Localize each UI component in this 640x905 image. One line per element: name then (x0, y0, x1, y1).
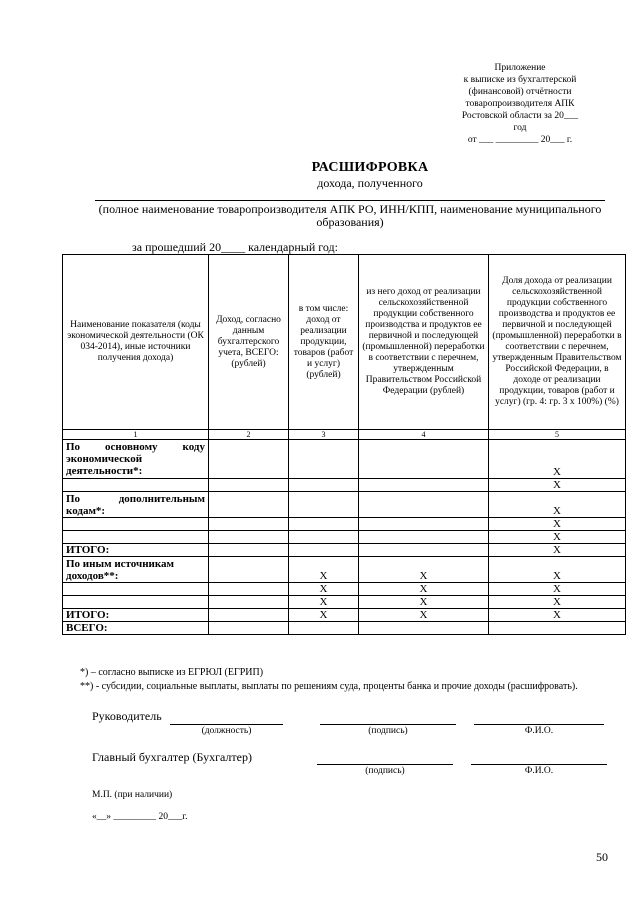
table-row (63, 596, 626, 609)
table-cell[interactable] (63, 479, 209, 492)
table-cell[interactable] (209, 492, 289, 518)
x-mark: Х (359, 557, 489, 583)
column-number-row (63, 430, 626, 440)
table-cell[interactable] (289, 440, 359, 479)
section-other-sources-label: По иным источникам доходов**: (63, 557, 209, 583)
table-cell[interactable] (209, 583, 289, 596)
table-cell[interactable] (209, 596, 289, 609)
table-cell[interactable] (359, 622, 489, 635)
x-mark: Х (489, 479, 626, 492)
table-cell[interactable] (359, 518, 489, 531)
x-mark: Х (489, 518, 626, 531)
header-cell: в том числе: доход от реализации продукции, товаров (работ и услуг) (рублей) (289, 255, 359, 430)
signature-caption: (подпись) (365, 766, 405, 776)
table-cell[interactable] (63, 583, 209, 596)
section-additional-codes-label: По дополнительным кодам*: (63, 492, 209, 518)
table-cell[interactable] (289, 544, 359, 557)
accountant-signature-line[interactable] (317, 764, 453, 765)
table-row (63, 531, 626, 544)
table-cell[interactable] (289, 492, 359, 518)
x-mark: Х (489, 544, 626, 557)
date-field[interactable]: «__» _________ 20___г. (92, 812, 188, 822)
table-cell[interactable] (209, 531, 289, 544)
header-line: к выписке из бухгалтерской (463, 75, 577, 85)
table-row (63, 479, 626, 492)
stamp-note: М.П. (при наличии) (92, 790, 173, 800)
x-mark: Х (359, 596, 489, 609)
fio-caption: Ф.И.О. (524, 726, 554, 736)
header-cell: Доля дохода от реализации сельскохозяйственной продукции собственного производства и продуктов ее первичной и последующей (промышленной) переработки в соответствии с перечнем, утвержденным Правительством Российской Федерации, в доходе от реализации продукции, товаров (работ и услуг) (гр. 4: гр. 3 x 100%) (%) (489, 255, 626, 430)
table-cell[interactable] (63, 531, 209, 544)
table-row (63, 583, 626, 596)
position-caption: (должность) (201, 726, 252, 736)
footnote-2: **) - субсидии, социальные выплаты, выплаты по решениям суда, проценты банка и прочие доходы (расшифровать). (80, 681, 578, 692)
table-cell[interactable] (63, 518, 209, 531)
x-mark: Х (489, 492, 626, 518)
header-line: товаропроизводителя АПК (465, 99, 575, 109)
head-label: Руководитель (92, 709, 162, 723)
x-mark: Х (359, 583, 489, 596)
header-line: (финансовой) отчётности (468, 87, 572, 97)
table-cell[interactable] (63, 596, 209, 609)
table-cell[interactable] (489, 622, 626, 635)
head-signature-line[interactable] (320, 724, 456, 725)
table-cell[interactable] (359, 479, 489, 492)
table-cell[interactable] (359, 544, 489, 557)
table-cell[interactable] (359, 531, 489, 544)
table-row (63, 622, 626, 635)
x-mark: Х (289, 609, 359, 622)
table-cell[interactable] (209, 622, 289, 635)
producer-name-line[interactable] (95, 200, 605, 201)
subtotal-label: ИТОГО: (63, 609, 209, 622)
table-cell[interactable] (289, 479, 359, 492)
accountant-label: Главный бухгалтер (Бухгалтер) (92, 750, 252, 764)
header-line: год (513, 123, 527, 133)
x-mark: Х (489, 440, 626, 479)
table-cell[interactable] (209, 479, 289, 492)
table-cell[interactable] (289, 622, 359, 635)
column-number: 3 (289, 430, 359, 440)
total-label: ВСЕГО: (63, 622, 209, 635)
reporting-period: за прошедший 20____ календарный год: (132, 240, 338, 254)
x-mark: Х (489, 557, 626, 583)
table-row (63, 609, 626, 622)
table-header-row (63, 255, 626, 430)
header-cell: из него доход от реализации сельскохозяйственной продукции собственного производства и продуктов ее первичной и последующей (промышленной) переработки в соответствии с перечнем, утвержденным Правительством Российской Федерации (рублей) (359, 255, 489, 430)
header-line: Ростовской области за 20___ (461, 111, 579, 121)
table-row (63, 544, 626, 557)
x-mark: Х (489, 531, 626, 544)
column-number: 5 (489, 430, 626, 440)
income-table (62, 254, 626, 635)
x-mark: Х (289, 596, 359, 609)
fio-caption: Ф.И.О. (524, 766, 554, 776)
header-cell: Наименование показателя (коды экономической деятельности (ОК 034-2014), иные источники получения дохода) (63, 255, 209, 430)
header-line: Приложение (494, 63, 546, 73)
table-cell[interactable] (209, 609, 289, 622)
header-cell: Доход, согласно данным бухгалтерского учета, ВСЕГО: (рублей) (209, 255, 289, 430)
table-cell[interactable] (359, 440, 489, 479)
appendix-header (430, 62, 610, 146)
x-mark: Х (289, 557, 359, 583)
table-cell[interactable] (209, 440, 289, 479)
x-mark: Х (489, 583, 626, 596)
table-cell[interactable] (289, 531, 359, 544)
page-number: 50 (596, 850, 608, 864)
column-number: 2 (209, 430, 289, 440)
table-row (63, 440, 626, 479)
table-cell[interactable] (289, 518, 359, 531)
table-cell[interactable] (209, 557, 289, 583)
table-row (63, 518, 626, 531)
x-mark: Х (359, 609, 489, 622)
column-number: 4 (359, 430, 489, 440)
section-main-code-label: По основному коду экономической деятельности*: (63, 440, 209, 479)
subtotal-label: ИТОГО: (63, 544, 209, 557)
table-cell[interactable] (209, 544, 289, 557)
signature-caption: (подпись) (368, 726, 408, 736)
x-mark: Х (489, 596, 626, 609)
position-line[interactable] (170, 724, 283, 725)
header-line: от ___ _________ 20___ г. (467, 135, 573, 145)
table-cell[interactable] (209, 518, 289, 531)
producer-name-caption: (полное наименование товаропроизводителя АПК РО, ИНН/КПП, наименование муниципального образования) (98, 202, 602, 229)
table-row (63, 492, 626, 518)
x-mark: Х (289, 583, 359, 596)
footnote-1: *) – согласно выписке из ЕГРЮЛ (ЕГРИП) (80, 667, 264, 678)
table-cell[interactable] (359, 492, 489, 518)
column-number: 1 (63, 430, 209, 440)
document-subtitle: дохода, полученного (317, 176, 423, 190)
head-fio-line[interactable] (474, 724, 604, 725)
x-mark: Х (489, 609, 626, 622)
document-title: РАСШИФРОВКА (311, 160, 429, 175)
table-row (63, 557, 626, 583)
accountant-fio-line[interactable] (471, 764, 607, 765)
